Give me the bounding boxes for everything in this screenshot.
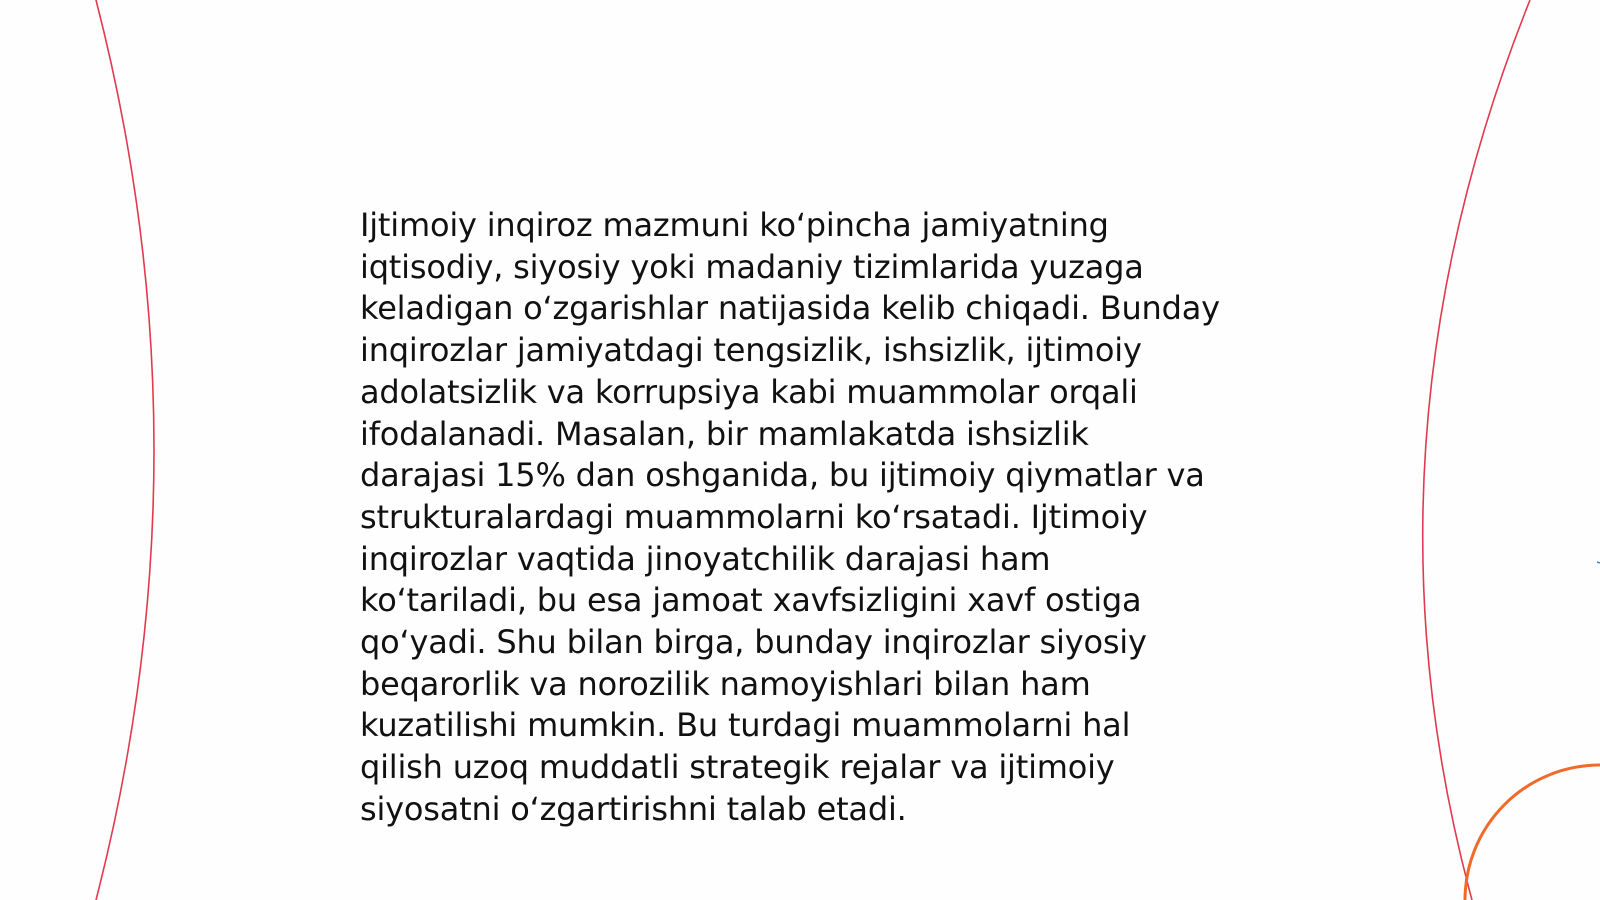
paragraph-line: iqtisodiy, siyosiy yoki madaniy tizimlarida yuzaga (360, 247, 1144, 286)
paragraph-line: Ijtimoiy inqiroz mazmuni koʻpincha jamiyatning (360, 206, 1109, 244)
paragraph-line: beqarorlik va norozilik namoyishlari bilan ham (360, 664, 1091, 703)
paragraph-line: inqirozlar vaqtida jinoyatchilik darajasi ham (360, 539, 1051, 578)
paragraph-line: qilish uzoq muddatli strategik rejalar va ijtimoiy (360, 748, 1115, 787)
paragraph-line: koʻtariladi, bu esa jamoat xavfsizligini xavf ostiga (360, 581, 1142, 620)
orange-circle (1465, 765, 1600, 900)
paragraph-line: inqirozlar jamiyatdagi tengsizlik, ishsizlik, ijtimoiy (360, 331, 1142, 370)
paragraph-line: darajasi 15% dan oshganida, bu ijtimoiy qiymatlar va (360, 456, 1205, 495)
paragraph-line: qoʻyadi. Shu bilan birga, bunday inqirozlar siyosiy (360, 623, 1147, 662)
paragraph-line: keladigan oʻzgarishlar natijasida kelib chiqadi. Bunday (360, 289, 1220, 328)
right-curve (1423, 0, 1530, 900)
body-paragraph (360, 205, 1260, 831)
paragraph-line: ifodalanadi. Masalan, bir mamlakatda ishsizlik (360, 414, 1089, 453)
left-curve (96, 0, 154, 900)
paragraph-line: siyosatni oʻzgartirishni talab etadi. (360, 789, 907, 828)
paragraph-line: adolatsizlik va korrupsiya kabi muammolar orqali (360, 372, 1138, 411)
paragraph-line: strukturalardagi muammolarni koʻrsatadi. Ijtimoiy (360, 497, 1148, 536)
paragraph-line: kuzatilishi mumkin. Bu turdagi muammolarni hal (360, 706, 1131, 745)
